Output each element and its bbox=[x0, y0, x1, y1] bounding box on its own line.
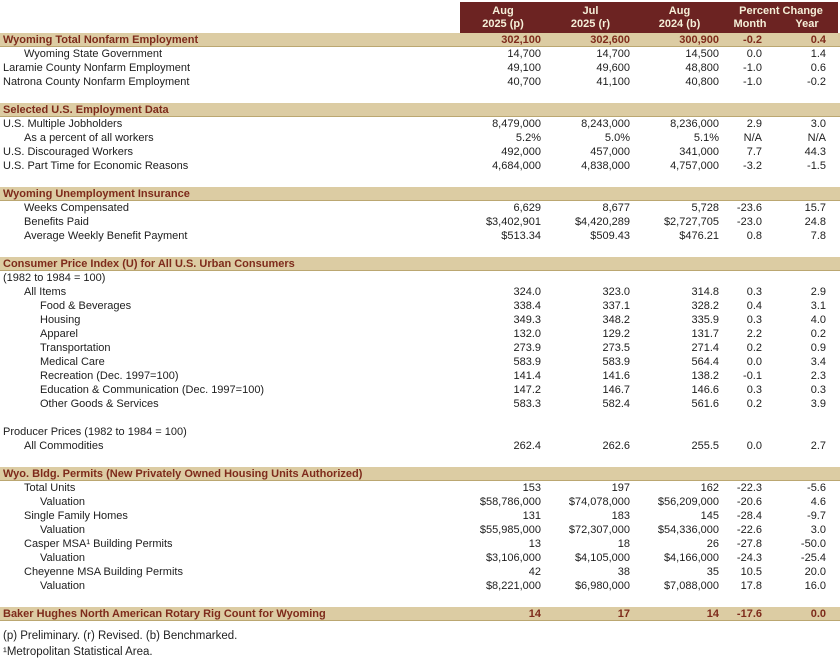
row-label: U.S. Discouraged Workers bbox=[3, 146, 134, 158]
cell-pct-change-year bbox=[770, 467, 840, 480]
cell-aug-2025: 14 bbox=[528, 608, 541, 620]
table-row bbox=[0, 481, 840, 495]
cell-pct-change-month: -1.0 bbox=[743, 62, 762, 74]
row-label: All Items bbox=[24, 286, 67, 298]
cell-aug-2024: 328.2 bbox=[691, 300, 719, 312]
cell-jul-2025: 302,600 bbox=[590, 34, 630, 46]
table-row bbox=[0, 131, 840, 145]
cell-aug-2025: $58,786,000 bbox=[479, 496, 541, 508]
row-label: Wyoming State Government bbox=[24, 48, 163, 60]
cell-pct-change-year: 2.7 bbox=[810, 440, 826, 452]
cell-pct-change-month: 0.2 bbox=[746, 342, 762, 354]
cell-aug-2024: 146.6 bbox=[691, 384, 719, 396]
table-row bbox=[0, 117, 840, 131]
row-label: Average Weekly Benefit Payment bbox=[24, 230, 188, 242]
footnote-msa: ¹Metropolitan Statistical Area. bbox=[3, 646, 153, 658]
table-row bbox=[0, 271, 840, 285]
cell-pct-change-month: -23.6 bbox=[736, 202, 762, 214]
percent-change-label: Percent Change bbox=[739, 5, 823, 17]
cell-aug-2025 bbox=[462, 271, 548, 285]
row-label: Single Family Homes bbox=[24, 510, 128, 522]
cell-pct-change-year: 2.9 bbox=[810, 286, 826, 298]
table-row bbox=[0, 201, 840, 215]
cell-aug-2024 bbox=[637, 271, 726, 285]
cell-aug-2025: 4,684,000 bbox=[492, 160, 541, 172]
table-header bbox=[0, 2, 840, 33]
cell-pct-change-year: -25.4 bbox=[800, 552, 826, 564]
column-header-aug-2024 bbox=[635, 2, 724, 33]
cell-jul-2025 bbox=[548, 257, 637, 270]
cell-jul-2025: $74,078,000 bbox=[568, 496, 630, 508]
table-row bbox=[0, 313, 840, 327]
table-row bbox=[0, 327, 840, 341]
row-label: Consumer Price Index (U) for All U.S. Urban Consumers bbox=[3, 258, 295, 270]
cell-aug-2025: 5.2% bbox=[515, 132, 541, 144]
cell-pct-change-month: 0.0 bbox=[746, 356, 762, 368]
row-label: Valuation bbox=[40, 496, 86, 508]
table-row bbox=[0, 411, 840, 425]
col-jul-2025-line1: Jul bbox=[582, 5, 599, 17]
cell-aug-2025: 349.3 bbox=[513, 314, 541, 326]
cell-aug-2025 bbox=[462, 187, 548, 200]
cell-pct-change-month: 0.8 bbox=[746, 230, 762, 242]
cell-aug-2025 bbox=[462, 103, 548, 116]
row-label: (1982 to 1984 = 100) bbox=[3, 272, 106, 284]
cell-aug-2025: 583.9 bbox=[513, 356, 541, 368]
cell-jul-2025: 141.6 bbox=[602, 370, 630, 382]
row-label: Wyo. Bldg. Permits (New Privately Owned Housing Units Authorized) bbox=[3, 468, 363, 480]
cell-pct-change-year: 0.4 bbox=[810, 34, 826, 46]
cell-jul-2025: 197 bbox=[611, 482, 630, 494]
cell-pct-change-month: 0.3 bbox=[746, 314, 762, 326]
row-label: Recreation (Dec. 1997=100) bbox=[40, 370, 179, 382]
cell-jul-2025: 323.0 bbox=[602, 286, 630, 298]
cell-jul-2025: 129.2 bbox=[602, 328, 630, 340]
cell-pct-change-month: -24.3 bbox=[736, 552, 762, 564]
cell-jul-2025 bbox=[548, 467, 637, 480]
col-aug-2025-line1: Aug bbox=[492, 5, 514, 17]
cell-aug-2024: $2,727,705 bbox=[663, 216, 719, 228]
cell-aug-2024: $4,166,000 bbox=[663, 552, 719, 564]
footnotes bbox=[0, 628, 840, 660]
row-label: Selected U.S. Employment Data bbox=[3, 104, 169, 116]
cell-pct-change-year bbox=[770, 425, 840, 439]
table-row bbox=[0, 495, 840, 509]
cell-pct-change-month: 10.5 bbox=[740, 566, 762, 578]
row-label: Benefits Paid bbox=[24, 216, 89, 228]
cell-jul-2025: 5.0% bbox=[604, 132, 630, 144]
cell-aug-2025: 141.4 bbox=[513, 370, 541, 382]
cell-aug-2025: 42 bbox=[528, 566, 541, 578]
cell-aug-2025: 273.9 bbox=[513, 342, 541, 354]
cell-aug-2025: 132.0 bbox=[513, 328, 541, 340]
col-aug-2024-line1: Aug bbox=[668, 5, 691, 17]
col-aug-2025-line2: 2025 (p) bbox=[482, 18, 524, 30]
cell-pct-change-year: 1.4 bbox=[810, 48, 826, 60]
table-row bbox=[0, 159, 840, 173]
cell-jul-2025: 457,000 bbox=[590, 146, 630, 158]
cell-pct-change-year bbox=[770, 271, 840, 285]
cell-aug-2024: $56,209,000 bbox=[657, 496, 719, 508]
cell-aug-2025: 324.0 bbox=[513, 286, 541, 298]
cell-pct-change-month: -22.6 bbox=[736, 524, 762, 536]
cell-jul-2025: $4,420,289 bbox=[574, 216, 630, 228]
table-row bbox=[0, 439, 840, 453]
cell-pct-change-month: 0.0 bbox=[746, 48, 762, 60]
row-label: Housing bbox=[40, 314, 81, 326]
cell-pct-change-year: 0.6 bbox=[810, 62, 826, 74]
cell-jul-2025: $72,307,000 bbox=[568, 524, 630, 536]
cell-pct-change-year: 3.4 bbox=[810, 356, 826, 368]
cell-pct-change-month: 0.3 bbox=[746, 286, 762, 298]
cell-pct-change-month: 0.3 bbox=[746, 384, 762, 396]
cell-aug-2025: 302,100 bbox=[501, 34, 541, 46]
cell-aug-2024 bbox=[637, 257, 726, 270]
cell-jul-2025: $509.43 bbox=[590, 230, 630, 242]
cell-aug-2024: 35 bbox=[706, 566, 719, 578]
table-row bbox=[0, 579, 840, 593]
cell-aug-2025: 153 bbox=[522, 482, 541, 494]
cell-pct-change-month: -17.6 bbox=[736, 608, 762, 620]
cell-aug-2025: 147.2 bbox=[513, 384, 541, 396]
cell-pct-change-year: 15.7 bbox=[804, 202, 826, 214]
cell-pct-change-year: 3.1 bbox=[810, 300, 826, 312]
header-label-spacer bbox=[0, 2, 460, 33]
cell-pct-change-year: 0.0 bbox=[810, 608, 826, 620]
column-header-aug-2025 bbox=[460, 2, 546, 33]
cell-aug-2025 bbox=[462, 425, 548, 439]
cell-pct-change-year: 20.0 bbox=[804, 566, 826, 578]
cell-pct-change-month: -3.2 bbox=[743, 160, 762, 172]
row-label: Natrona County Nonfarm Employment bbox=[3, 76, 190, 88]
cell-pct-change-month: -20.6 bbox=[736, 496, 762, 508]
cell-jul-2025: $4,105,000 bbox=[574, 552, 630, 564]
cell-pct-change-year bbox=[770, 187, 840, 200]
cell-pct-change-year: 24.8 bbox=[804, 216, 826, 228]
cell-aug-2025: $3,402,901 bbox=[485, 216, 541, 228]
footnote-abbreviations: (p) Preliminary. (r) Revised. (b) Benchmarked. bbox=[3, 630, 238, 642]
cell-aug-2024: 4,757,000 bbox=[670, 160, 719, 172]
cell-aug-2025: 13 bbox=[528, 538, 541, 550]
table-row bbox=[0, 607, 840, 621]
row-label: Wyoming Unemployment Insurance bbox=[3, 188, 190, 200]
cell-pct-change-year: 4.0 bbox=[810, 314, 826, 326]
table-row bbox=[0, 187, 840, 201]
cell-jul-2025: 273.5 bbox=[602, 342, 630, 354]
table-row bbox=[0, 523, 840, 537]
cell-aug-2025: 583.3 bbox=[513, 398, 541, 410]
cell-aug-2025: $8,221,000 bbox=[485, 580, 541, 592]
cell-pct-change-year: 44.3 bbox=[804, 146, 826, 158]
cell-aug-2024 bbox=[637, 103, 726, 116]
cell-aug-2024: 26 bbox=[706, 538, 719, 550]
cell-pct-change-year: 4.6 bbox=[810, 496, 826, 508]
table-row bbox=[0, 509, 840, 523]
table-row bbox=[0, 173, 840, 187]
cell-aug-2025: 6,629 bbox=[513, 202, 541, 214]
column-header-percent-change bbox=[724, 2, 838, 33]
cell-pct-change-month bbox=[726, 103, 770, 116]
table-body bbox=[0, 33, 840, 621]
column-header-year: Year bbox=[795, 18, 819, 30]
cell-jul-2025 bbox=[548, 103, 637, 116]
cell-pct-change-month: 0.4 bbox=[746, 300, 762, 312]
cell-aug-2024: 255.5 bbox=[691, 440, 719, 452]
cell-aug-2024: 162 bbox=[700, 482, 719, 494]
row-label: Laramie County Nonfarm Employment bbox=[3, 62, 191, 74]
cell-pct-change-month: -28.4 bbox=[736, 510, 762, 522]
cell-pct-change-year: 3.9 bbox=[810, 398, 826, 410]
cell-aug-2025: $513.34 bbox=[501, 230, 541, 242]
cell-aug-2025: 14,700 bbox=[507, 48, 541, 60]
col-jul-2025-line2: 2025 (r) bbox=[570, 18, 611, 30]
cell-aug-2025: 131 bbox=[522, 510, 541, 522]
cell-aug-2024: $476.21 bbox=[679, 230, 719, 242]
cell-jul-2025 bbox=[548, 187, 637, 200]
cell-aug-2024: 341,000 bbox=[679, 146, 719, 158]
cell-pct-change-year: 3.0 bbox=[810, 118, 826, 130]
cell-jul-2025: 337.1 bbox=[602, 300, 630, 312]
row-label: Valuation bbox=[40, 580, 86, 592]
cell-pct-change-year: -5.6 bbox=[807, 482, 826, 494]
cell-pct-change-month bbox=[726, 271, 770, 285]
table-row bbox=[0, 103, 840, 117]
row-label: Baker Hughes North American Rotary Rig Count for Wyoming bbox=[3, 608, 326, 620]
cell-pct-change-month: -0.2 bbox=[743, 34, 762, 46]
cell-aug-2024 bbox=[637, 467, 726, 480]
cell-aug-2024: $54,336,000 bbox=[657, 524, 719, 536]
cell-jul-2025: 18 bbox=[617, 538, 630, 550]
table-row bbox=[0, 565, 840, 579]
row-label: Total Units bbox=[24, 482, 76, 494]
cell-aug-2024: 14,500 bbox=[685, 48, 719, 60]
row-label: Other Goods & Services bbox=[40, 398, 159, 410]
cell-aug-2024: 561.6 bbox=[691, 398, 719, 410]
table-row bbox=[0, 369, 840, 383]
cell-aug-2024: 40,800 bbox=[685, 76, 719, 88]
cell-aug-2024: 5,728 bbox=[691, 202, 719, 214]
table-row bbox=[0, 33, 840, 47]
cell-aug-2024: 138.2 bbox=[691, 370, 719, 382]
cell-pct-change-month: 2.9 bbox=[746, 118, 762, 130]
cell-jul-2025: 8,677 bbox=[602, 202, 630, 214]
table-row bbox=[0, 75, 840, 89]
table-row bbox=[0, 285, 840, 299]
cell-jul-2025: 348.2 bbox=[602, 314, 630, 326]
cell-aug-2024: 48,800 bbox=[685, 62, 719, 74]
cell-aug-2025: 40,700 bbox=[507, 76, 541, 88]
cell-pct-change-month: 2.2 bbox=[746, 328, 762, 340]
cell-pct-change-year: -1.5 bbox=[807, 160, 826, 172]
row-label: Casper MSA¹ Building Permits bbox=[24, 538, 173, 550]
cell-jul-2025: 183 bbox=[611, 510, 630, 522]
cell-aug-2025: 262.4 bbox=[513, 440, 541, 452]
cell-aug-2025: 49,100 bbox=[507, 62, 541, 74]
cell-aug-2025 bbox=[462, 257, 548, 270]
cell-aug-2025: $3,106,000 bbox=[485, 552, 541, 564]
cell-pct-change-year: 0.2 bbox=[810, 328, 826, 340]
cell-aug-2024: 271.4 bbox=[691, 342, 719, 354]
cell-pct-change-month: 7.7 bbox=[746, 146, 762, 158]
col-aug-2024-line2: 2024 (b) bbox=[658, 18, 701, 30]
cell-pct-change-month: 0.2 bbox=[746, 398, 762, 410]
cell-aug-2025: $55,985,000 bbox=[479, 524, 541, 536]
cell-jul-2025: 262.6 bbox=[602, 440, 630, 452]
table-row bbox=[0, 89, 840, 103]
table-row bbox=[0, 215, 840, 229]
cell-jul-2025: 146.7 bbox=[602, 384, 630, 396]
cell-aug-2024: 564.4 bbox=[691, 356, 719, 368]
cell-jul-2025: 41,100 bbox=[596, 76, 630, 88]
cell-pct-change-month: -23.0 bbox=[736, 216, 762, 228]
cell-pct-change-month: 17.8 bbox=[740, 580, 762, 592]
row-label: Producer Prices (1982 to 1984 = 100) bbox=[3, 426, 187, 438]
row-label: Food & Beverages bbox=[40, 300, 132, 312]
cell-aug-2024: 145 bbox=[700, 510, 719, 522]
cell-aug-2024: 8,236,000 bbox=[670, 118, 719, 130]
cell-aug-2025: 492,000 bbox=[501, 146, 541, 158]
cell-jul-2025: 582.4 bbox=[602, 398, 630, 410]
row-label: Cheyenne MSA Building Permits bbox=[24, 566, 183, 578]
cell-pct-change-year: -9.7 bbox=[807, 510, 826, 522]
cell-pct-change-month bbox=[726, 257, 770, 270]
column-headers bbox=[460, 2, 838, 33]
cell-jul-2025 bbox=[548, 425, 637, 439]
cell-jul-2025: 17 bbox=[617, 608, 630, 620]
cell-jul-2025: 4,838,000 bbox=[581, 160, 630, 172]
cell-aug-2024 bbox=[637, 425, 726, 439]
row-label: Weeks Compensated bbox=[24, 202, 129, 214]
cell-jul-2025: 49,600 bbox=[596, 62, 630, 74]
table-row bbox=[0, 355, 840, 369]
table-row bbox=[0, 593, 840, 607]
column-header-month: Month bbox=[733, 18, 767, 30]
row-label: U.S. Part Time for Economic Reasons bbox=[3, 160, 189, 172]
cell-aug-2024 bbox=[637, 187, 726, 200]
cell-pct-change-year: 3.0 bbox=[810, 524, 826, 536]
table-row bbox=[0, 467, 840, 481]
cell-pct-change-year: N/A bbox=[807, 132, 826, 144]
row-label: Medical Care bbox=[40, 356, 105, 368]
cell-aug-2024: 300,900 bbox=[679, 34, 719, 46]
cell-pct-change-year: 2.3 bbox=[810, 370, 826, 382]
cell-pct-change-year bbox=[770, 103, 840, 116]
cell-jul-2025: 583.9 bbox=[602, 356, 630, 368]
cell-pct-change-month bbox=[726, 467, 770, 480]
cell-pct-change-month: -1.0 bbox=[743, 76, 762, 88]
cell-pct-change-year: -50.0 bbox=[800, 538, 826, 550]
cell-aug-2025 bbox=[462, 467, 548, 480]
cell-aug-2025: 8,479,000 bbox=[492, 118, 541, 130]
table-row bbox=[0, 383, 840, 397]
cell-pct-change-month: -27.8 bbox=[736, 538, 762, 550]
row-label: As a percent of all workers bbox=[24, 132, 154, 144]
cell-pct-change-year: 16.0 bbox=[804, 580, 826, 592]
cell-jul-2025: 8,243,000 bbox=[581, 118, 630, 130]
row-label: Wyoming Total Nonfarm Employment bbox=[3, 34, 199, 46]
table-row bbox=[0, 341, 840, 355]
cell-jul-2025: 38 bbox=[617, 566, 630, 578]
cell-aug-2024: 314.8 bbox=[691, 286, 719, 298]
table-row bbox=[0, 47, 840, 61]
cell-aug-2025: 338.4 bbox=[513, 300, 541, 312]
cell-aug-2024: 5.1% bbox=[693, 132, 719, 144]
cell-pct-change-year bbox=[770, 257, 840, 270]
table-row bbox=[0, 61, 840, 75]
table-row bbox=[0, 243, 840, 257]
cell-jul-2025: $6,980,000 bbox=[574, 580, 630, 592]
table-row bbox=[0, 537, 840, 551]
cell-aug-2024: 14 bbox=[706, 608, 719, 620]
cell-aug-2024: 131.7 bbox=[691, 328, 719, 340]
table-row bbox=[0, 145, 840, 159]
table-row bbox=[0, 551, 840, 565]
cell-pct-change-year: 7.8 bbox=[810, 230, 826, 242]
cell-pct-change-month: -0.1 bbox=[743, 370, 762, 382]
cell-pct-change-month bbox=[726, 425, 770, 439]
cell-jul-2025 bbox=[548, 271, 637, 285]
cell-pct-change-month: 0.0 bbox=[746, 440, 762, 452]
row-label: All Commodities bbox=[24, 440, 104, 452]
cell-pct-change-year: -0.2 bbox=[807, 76, 826, 88]
column-header-jul-2025 bbox=[546, 2, 635, 33]
table-row bbox=[0, 229, 840, 243]
table-row bbox=[0, 299, 840, 313]
table-row bbox=[0, 397, 840, 411]
cell-aug-2024: $7,088,000 bbox=[663, 580, 719, 592]
table-row bbox=[0, 257, 840, 271]
row-label: U.S. Multiple Jobholders bbox=[3, 118, 123, 130]
cell-pct-change-month: -22.3 bbox=[736, 482, 762, 494]
row-label: Education & Communication (Dec. 1997=100) bbox=[40, 384, 265, 396]
row-label: Apparel bbox=[40, 328, 78, 340]
cell-pct-change-year: 0.3 bbox=[810, 384, 826, 396]
cell-jul-2025: 14,700 bbox=[596, 48, 630, 60]
row-label: Valuation bbox=[40, 552, 86, 564]
cell-pct-change-month bbox=[726, 187, 770, 200]
cell-aug-2024: 335.9 bbox=[691, 314, 719, 326]
percent-change-subcolumns bbox=[724, 18, 838, 31]
row-label: Valuation bbox=[40, 524, 86, 536]
cell-pct-change-month: N/A bbox=[743, 132, 762, 144]
row-label: Transportation bbox=[40, 342, 111, 354]
cell-pct-change-year: 0.9 bbox=[810, 342, 826, 354]
table-row bbox=[0, 425, 840, 439]
table-row bbox=[0, 453, 840, 467]
